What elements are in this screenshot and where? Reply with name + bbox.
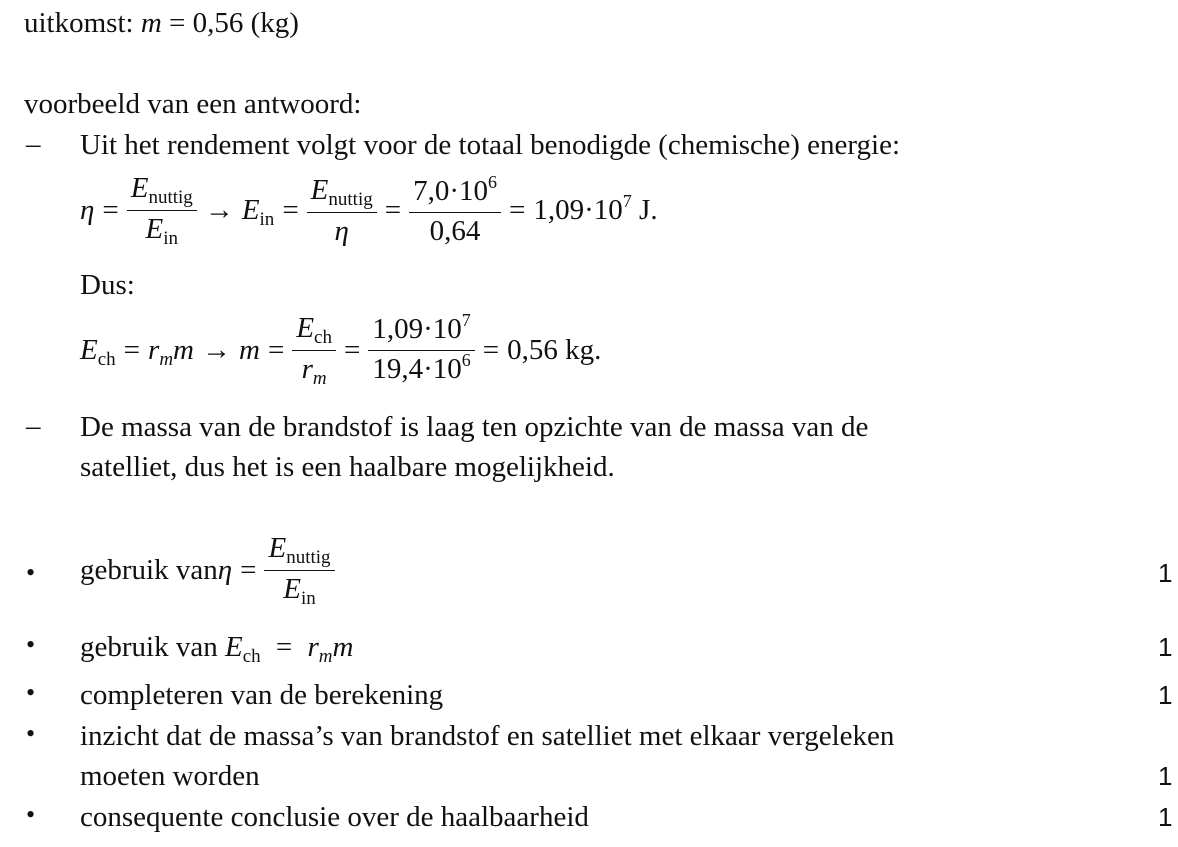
r-symbol: r	[301, 353, 313, 385]
subscript-m: m	[159, 349, 174, 370]
outcome-value: = 0,56 (kg)	[161, 7, 299, 39]
numerator-exponent: 7	[461, 310, 471, 330]
equation-efficiency	[80, 170, 658, 251]
arrow-symbol: →	[202, 334, 231, 366]
equals-sign: =	[102, 194, 119, 226]
result-exponent: 7	[622, 191, 632, 211]
mass-symbol: m	[332, 631, 354, 663]
criterion-points: 1	[1158, 558, 1173, 588]
subscript-ch: ch	[314, 327, 332, 348]
equals-sign: =	[267, 334, 285, 366]
equation-mass	[80, 310, 601, 391]
denominator-value: 0,64	[429, 214, 481, 247]
fraction-mass-numeric	[368, 311, 474, 390]
eta-symbol: η	[334, 215, 349, 247]
numerator-exponent: 6	[488, 171, 498, 192]
dus-label: Dus:	[80, 269, 135, 301]
step1-text: Uit het rendement volgt voor de totaal benodigde (chemische) energie:	[80, 129, 901, 161]
r-symbol: r	[307, 631, 319, 663]
fraction-numeric	[409, 173, 501, 249]
mass-symbol: m	[173, 334, 194, 366]
subscript-ch: ch	[242, 646, 261, 667]
energy-symbol: E	[130, 172, 149, 204]
dash-marker: –	[26, 128, 41, 160]
subscript-m: m	[318, 646, 333, 667]
criterion-5: consequente conclusie over de haalbaarheid	[80, 801, 589, 833]
denominator-exponent: 6	[461, 350, 471, 370]
result-value: 1,09·10	[533, 194, 623, 226]
numerator-value: 7,0·10	[413, 174, 489, 207]
energy-symbol: E	[80, 334, 98, 366]
fraction-energy-in	[307, 172, 377, 249]
fraction-efficiency-def	[264, 530, 334, 611]
result-mass: 0,56 kg.	[507, 334, 602, 366]
criterion-points: 1	[1158, 802, 1173, 832]
criterion-text: gebruik van	[80, 554, 218, 586]
subscript-in: in	[163, 228, 179, 249]
result-unit: J.	[631, 194, 658, 226]
criterion-4-line-2: moeten worden	[80, 760, 260, 792]
outcome-prefix: uitkomst:	[24, 7, 141, 39]
equals-sign: =	[123, 334, 141, 366]
example-heading: voorbeeld van een antwoord:	[24, 88, 362, 120]
subscript-in: in	[300, 588, 316, 609]
result-energy	[533, 191, 658, 227]
criterion-points: 1	[1158, 761, 1173, 791]
bullet-marker: •	[26, 678, 36, 707]
equals-sign: =	[384, 194, 402, 226]
bullet-marker: •	[26, 719, 36, 748]
subscript-nuttig: nuttig	[328, 189, 373, 210]
criterion-3: completeren van de berekening	[80, 679, 444, 711]
energy-symbol: E	[224, 631, 243, 663]
bullet-marker: •	[26, 800, 36, 829]
subscript-m: m	[312, 368, 327, 389]
criterion-points: 1	[1158, 632, 1173, 662]
energy-symbol: E	[268, 532, 287, 564]
energy-symbol: E	[310, 174, 329, 206]
energy-symbol: E	[296, 312, 315, 344]
equals-sign: =	[482, 334, 500, 366]
outcome-variable: m	[140, 7, 162, 39]
criterion-text: gebruik van	[80, 631, 225, 663]
bullet-marker: •	[26, 630, 36, 659]
equals-sign: =	[509, 194, 526, 226]
equals-sign: =	[275, 631, 293, 663]
bullet-marker: •	[26, 558, 36, 587]
denominator-value: 19,4·10	[372, 353, 462, 385]
arrow-symbol: →	[204, 194, 234, 226]
step2-line-1: De massa van de brandstof is laag ten opzichte van de massa van de	[80, 411, 869, 443]
equals-sign: =	[282, 194, 299, 226]
step2-line-2: satelliet, dus het is een haalbare mogelijkheid.	[80, 451, 615, 483]
subscript-ch: ch	[97, 349, 116, 370]
energy-symbol: E	[283, 573, 301, 605]
equals-sign: =	[343, 334, 361, 366]
criterion-2	[80, 630, 353, 668]
criterion-4-line-1: inzicht dat de massa’s van brandstof en satelliet met elkaar vergeleken	[80, 720, 895, 752]
energy-symbol: E	[241, 194, 260, 226]
r-symbol: r	[148, 334, 160, 366]
energy-symbol: E	[145, 213, 164, 245]
outcome-line	[24, 6, 299, 40]
fraction-efficiency-def	[127, 170, 197, 251]
mass-symbol: m	[239, 334, 260, 366]
criterion-points: 1	[1158, 680, 1173, 710]
dash-marker: –	[26, 410, 41, 442]
subscript-nuttig: nuttig	[148, 187, 193, 208]
equals-sign: =	[240, 554, 257, 586]
numerator-value: 1,09·10	[372, 313, 462, 345]
eta-symbol: η	[80, 194, 95, 226]
fraction-mass-def	[292, 310, 336, 391]
eta-symbol: η	[217, 554, 233, 586]
criterion-1	[80, 530, 335, 611]
subscript-in: in	[259, 209, 275, 230]
subscript-nuttig: nuttig	[286, 547, 331, 568]
